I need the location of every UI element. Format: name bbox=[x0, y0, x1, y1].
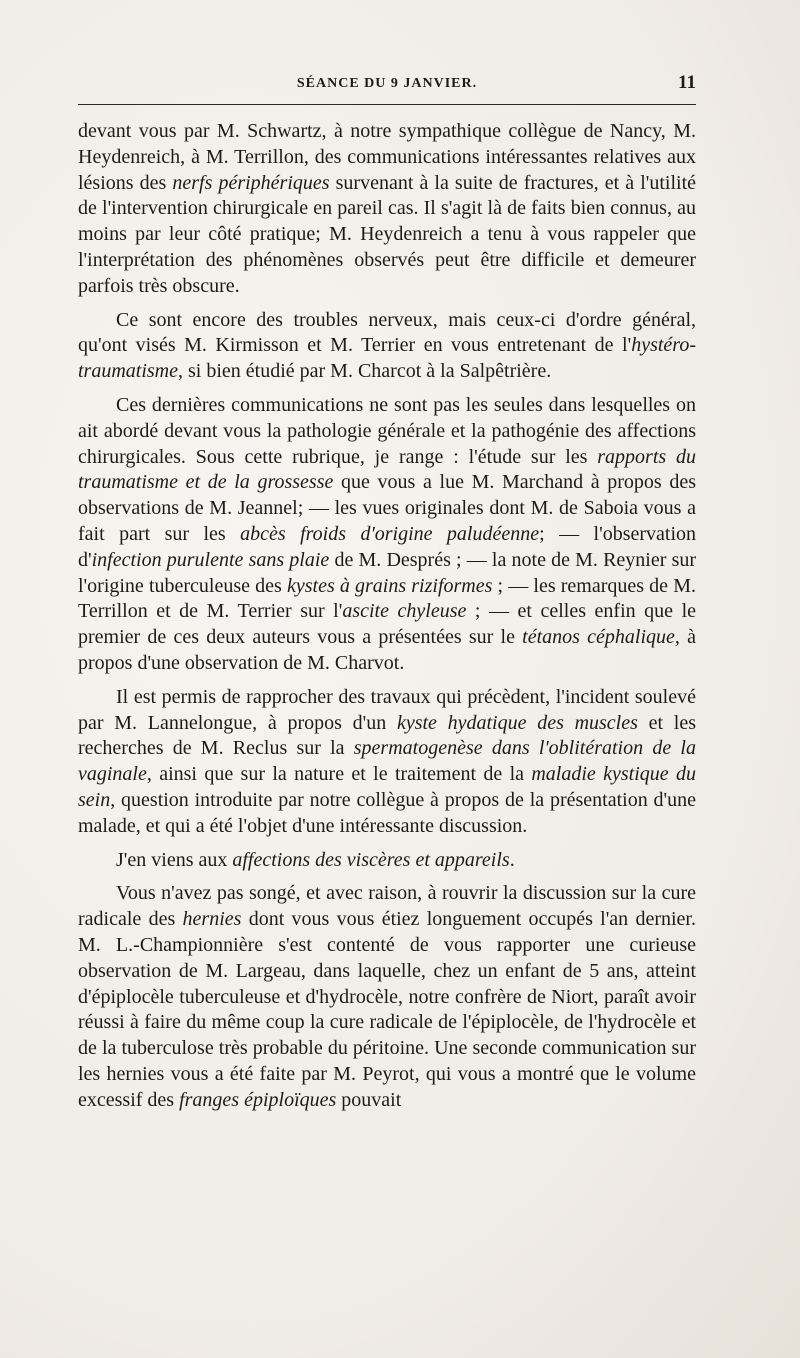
paragraph bbox=[78, 881, 696, 1113]
text-run: Vous n'avez pas songé, et avec raison, à rouvrir la discussion sur la cure radicale des bbox=[78, 882, 696, 931]
italic-text: infection purulente sans plaie bbox=[91, 548, 330, 571]
italic-text: franges épiploïques bbox=[179, 1088, 337, 1111]
text-run: . bbox=[509, 848, 515, 871]
text-run: Ce sont encore des troubles nerveux, mais ceux-ci d'ordre général, qu'ont visés M. Kirmisson et M. Terrier en vous entretenant de l' bbox=[78, 308, 696, 357]
text-run: Ces dernières communications ne sont pas les seules dans lesquelles on ait abordé devant vous la pathologie générale et la pathogénie des affections chirurgicales. Sous cette rubrique, je range : l'étude sur les bbox=[78, 393, 696, 468]
text-run: et les recherches de M. Reclus sur la bbox=[78, 711, 696, 760]
text-run: J'en viens aux bbox=[116, 848, 233, 871]
running-title: SÉANCE DU 9 JANVIER. bbox=[296, 76, 478, 91]
italic-text: abcès froids d'origine paludéenne bbox=[240, 522, 540, 545]
italic-text: kyste hydatique des muscles bbox=[396, 711, 638, 734]
italic-text: maladie kystique du sein bbox=[78, 763, 696, 811]
text-run: que vous a lue M. Marchand à propos des observations de M. Jeannel; — les vues originales dont M. de Saboia vous a fait part sur les bbox=[78, 471, 697, 545]
paragraph bbox=[78, 119, 696, 300]
italic-text: hernies bbox=[182, 908, 242, 931]
paragraph bbox=[78, 685, 696, 840]
italic-text: affections des viscères et appareils bbox=[232, 848, 510, 871]
paragraph bbox=[78, 308, 696, 385]
paragraph bbox=[78, 393, 696, 677]
header-divider bbox=[78, 104, 696, 105]
text-run: ; — et celles enfin que le premier de ces deux auteurs vous a présentées sur le bbox=[78, 600, 696, 649]
text-run: , si bien étudié par M. Charcot à la Salpêtrière. bbox=[178, 360, 552, 383]
italic-text: ascite chyleuse bbox=[342, 600, 467, 623]
text-run: de M. Després ; — la note de M. Reynier sur l'origine tuberculeuse des bbox=[78, 548, 697, 597]
text-run: devant vous par M. Schwartz, à notre sympathique collègue de Nancy, M. Heydenreich, à M. Terrillon, des communications intéressantes relatives aux lésions des bbox=[78, 120, 696, 194]
text-run: , ainsi que sur la nature et le traitement de la bbox=[146, 763, 532, 786]
italic-text: spermatogenèse dans l'oblitération de la vaginale bbox=[78, 737, 696, 786]
italic-text: nerfs périphériques bbox=[172, 171, 330, 194]
body-text bbox=[78, 119, 696, 1121]
text-run: survenant à la suite de fractures, et à l'utilité de l'intervention chirurgicale en pareil cas. Il s'agit là de faits bien connus, au moins par leur côté pratique; M. Heydenreich a tenu à vous rappeler que l'interprétation des phénomènes observés peut être difficile et demeurer parfois très obscure. bbox=[78, 171, 697, 297]
text-run: ; — les remarques de M. Terrillon et de M. Terrier sur l' bbox=[78, 574, 696, 623]
page-number: 11 bbox=[678, 72, 696, 93]
text-run: dont vous vous étiez longuement occupés l'an dernier. M. L.-Championnière s'est contenté de vous rapporter une curieuse observation de M. Largeau, dans laquelle, chez un enfant de 5 ans, atteint d'épiplocèle tuberculeuse et d'hydrocèle, notre confrère de Niort, paraît avoir réussi à faire du même coup la cure radicale de l'épiplocèle, de l'hydrocèle et de la tuberculose très probable du péritoine. Une seconde communication sur les hernies vous a été faite par M. Peyrot, qui vous a montré que le volume excessif des bbox=[78, 908, 696, 1111]
text-run: ; — l'observation d' bbox=[78, 522, 697, 571]
text-run: , question introduite par notre collègue à propos de la présentation d'une malade, et qui a été l'objet d'une intéressante discussion. bbox=[78, 788, 696, 837]
italic-text: rapports du traumatisme et de la grossesse bbox=[78, 445, 697, 494]
text-run: pouvait bbox=[336, 1088, 402, 1111]
italic-text: tétanos céphalique bbox=[522, 626, 675, 649]
text-run: Il est permis de rapprocher des travaux qui précèdent, l'incident soulevé par M. Lannelongue, à propos d'un bbox=[78, 685, 696, 734]
page-header bbox=[78, 72, 696, 102]
italic-text: hystéro-traumatisme bbox=[78, 334, 696, 383]
paragraph bbox=[78, 848, 696, 874]
italic-text: kystes à grains riziformes bbox=[286, 574, 493, 597]
text-run: , à propos d'une observation de M. Charvot. bbox=[78, 626, 696, 674]
